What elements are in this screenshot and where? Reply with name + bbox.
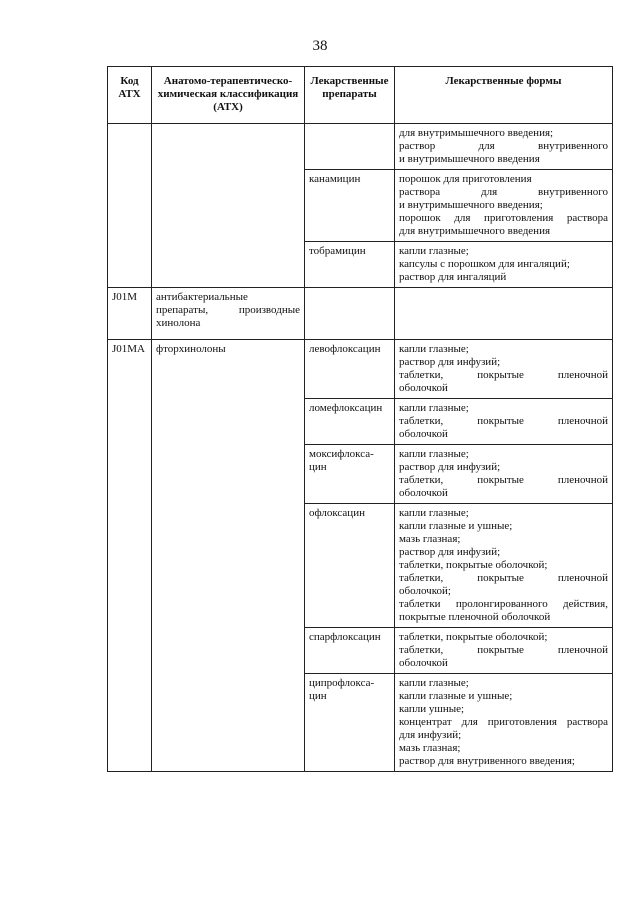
dosage-forms-cell	[395, 674, 613, 772]
dosage-form-line: раствор для внутривенного	[399, 140, 608, 152]
drug-name-cell: канамицин	[305, 170, 395, 242]
dosage-form-line: капли глазные;	[399, 343, 469, 355]
table-row	[108, 340, 613, 399]
table-row	[108, 288, 613, 340]
dosage-form-line: таблетки, покрытые пленочной	[399, 474, 608, 486]
dosage-form-line: таблетки, покрытые пленочной	[399, 644, 608, 656]
dosage-form-line: оболочкой	[399, 428, 448, 440]
dosage-form-line: таблетки, покрытые пленочной	[399, 572, 608, 584]
dosage-form-line: порошок для приготовления раствора	[399, 212, 608, 224]
dosage-forms-cell	[395, 242, 613, 288]
dosage-form-line: капли глазные;	[399, 402, 469, 414]
dosage-form-line: покрытые пленочной оболочкой	[399, 611, 551, 623]
dosage-form-line: оболочкой	[399, 382, 448, 394]
atx-classification-cell	[152, 124, 305, 288]
atx-classification-cell: фторхинолоны	[152, 340, 305, 772]
dosage-form-line: для внутримышечного введения;	[399, 127, 554, 139]
dosage-form-line: таблетки, покрытые пленочной	[399, 415, 608, 427]
dosage-form-line: и внутримышечного введения;	[399, 199, 543, 211]
atx-classification-cell: антибактериальные препараты, производные хинолона	[152, 288, 305, 340]
drug-name-cell: тобрамицин	[305, 242, 395, 288]
dosage-forms-cell	[395, 288, 613, 340]
dosage-forms-cell	[395, 399, 613, 445]
dosage-form-line: оболочкой	[399, 657, 448, 669]
drug-name-cell: спарфлоксацин	[305, 628, 395, 674]
table-body	[108, 124, 613, 772]
atx-code-cell	[108, 124, 152, 288]
dosage-form-line: концентрат для приготовления раствора	[399, 716, 608, 728]
dosage-form-line: раствор для ингаляций	[399, 271, 507, 283]
drug-name-cell: ципрофлокса- цин	[305, 674, 395, 772]
dosage-form-line: капли глазные и ушные;	[399, 520, 513, 532]
dosage-form-line: капли ушные;	[399, 703, 465, 715]
dosage-forms-cell	[395, 340, 613, 399]
dosage-forms-cell	[395, 124, 613, 170]
dosage-form-line: раствор для инфузий;	[399, 461, 501, 473]
dosage-form-line: мазь глазная;	[399, 742, 461, 754]
dosage-form-line: и внутримышечного введения	[399, 153, 540, 165]
dosage-forms-cell	[395, 628, 613, 674]
header-classification: Анатомо-терапевтическо-химическая классификация (АТХ)	[152, 67, 305, 124]
dosage-forms-cell	[395, 504, 613, 628]
dosage-form-line: капли глазные;	[399, 677, 469, 689]
dosage-forms-cell	[395, 445, 613, 504]
dosage-form-line: раствор для инфузий;	[399, 546, 501, 558]
page-number: 38	[312, 38, 328, 54]
dosage-form-line: таблетки, покрытые пленочной	[399, 369, 608, 381]
dosage-form-line: таблетки, покрытые оболочкой;	[399, 559, 548, 571]
drug-name-cell: моксифлокса- цин	[305, 445, 395, 504]
table-header-row	[108, 67, 613, 124]
dosage-form-line: таблетки, покрытые оболочкой;	[399, 631, 548, 643]
dosage-form-line: оболочкой;	[399, 585, 451, 597]
dosage-form-line: капли глазные;	[399, 507, 469, 519]
dosage-form-line: капли глазные;	[399, 448, 469, 460]
atx-code-cell: J01MA	[108, 340, 152, 772]
table-row	[108, 124, 613, 170]
drug-name-cell	[305, 124, 395, 170]
dosage-form-line: раствор для инфузий;	[399, 356, 501, 368]
atx-code-cell: J01M	[108, 288, 152, 340]
dosage-forms-cell	[395, 170, 613, 242]
dosage-form-line: капсулы с порошком для ингаляций;	[399, 258, 570, 270]
dosage-form-line: для инфузий;	[399, 729, 462, 741]
drug-name-cell: офлоксацин	[305, 504, 395, 628]
atx-table	[107, 66, 613, 772]
dosage-form-line: таблетки пролонгированного действия,	[399, 598, 608, 610]
dosage-form-line: капли глазные;	[399, 245, 469, 257]
dosage-form-line: капли глазные и ушные;	[399, 690, 513, 702]
dosage-form-line: для внутримышечного введения	[399, 225, 551, 237]
header-code: Код АТХ	[108, 67, 152, 124]
drug-name-cell	[305, 288, 395, 340]
dosage-form-line: порошок для приготовления	[399, 173, 532, 185]
header-drugs: Лекарственные препараты	[305, 67, 395, 124]
dosage-form-line: мазь глазная;	[399, 533, 461, 545]
header-forms: Лекарственные формы	[395, 67, 613, 124]
drug-name-cell: ломефлоксацин	[305, 399, 395, 445]
dosage-form-line: раствора для внутривенного	[399, 186, 608, 198]
dosage-form-line: оболочкой	[399, 487, 448, 499]
drug-name-cell: левофлоксацин	[305, 340, 395, 399]
dosage-form-line: раствор для внутривенного введения;	[399, 755, 575, 767]
